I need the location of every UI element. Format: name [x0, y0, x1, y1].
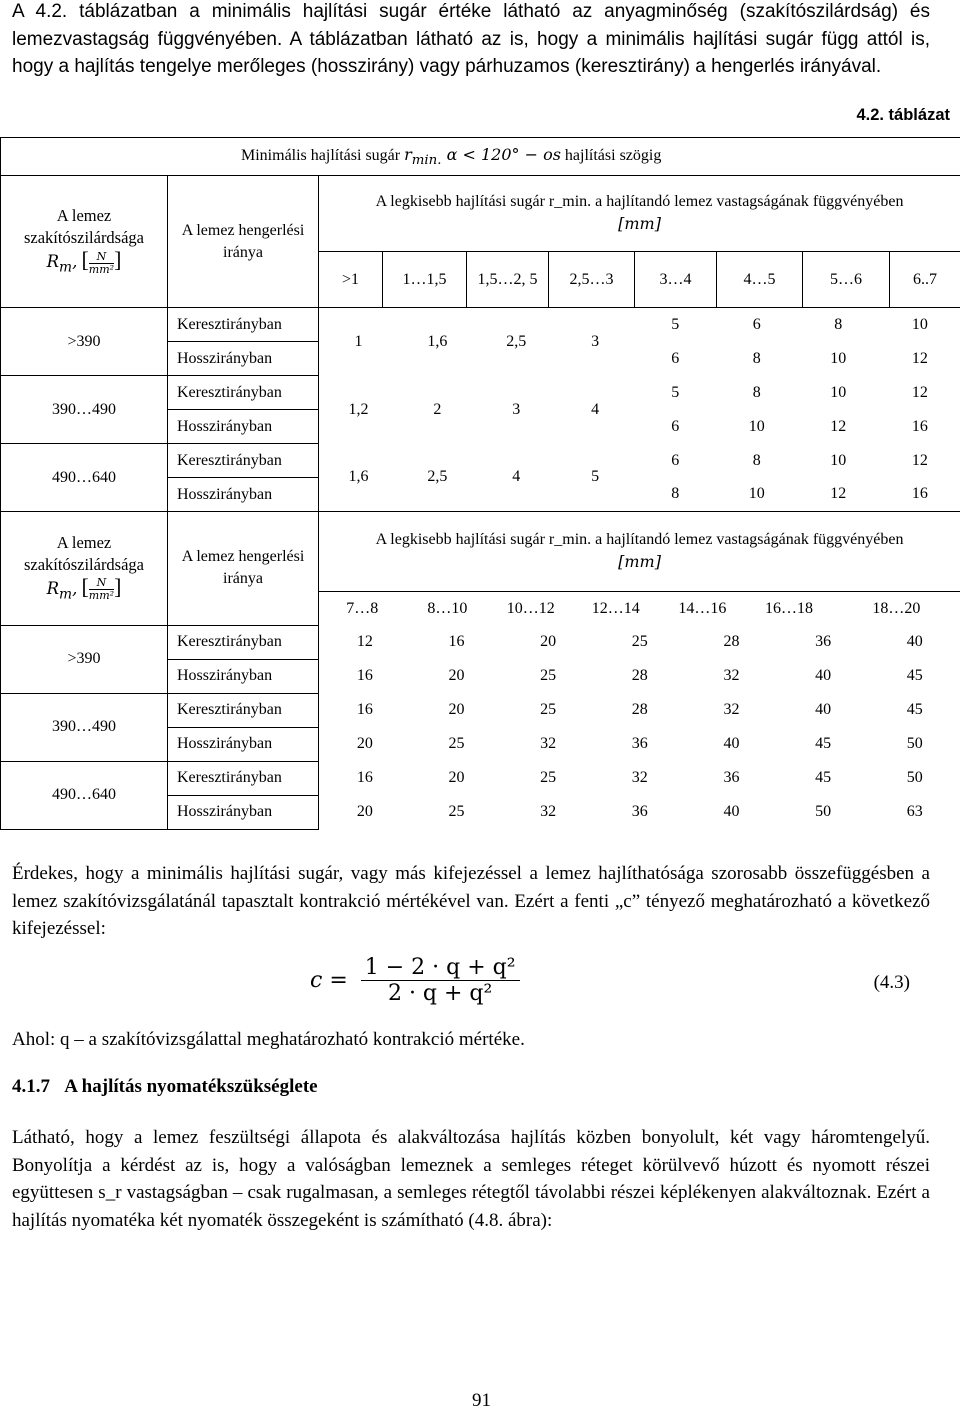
direction-cell: Keresztirányban [168, 761, 319, 795]
direction-cell: Hosszirányban [168, 410, 319, 444]
strength-header: A lemez szakítószilárdsága $R_m$, [ $\frac{N}{\text{mm²}}$ ] [1, 512, 168, 626]
table-row: 490…640 Keresztirányban 1,6 2,5 4 5 6 8 10 12 [1, 444, 960, 478]
strength-header: A lemez szakítószilárdsága $R_m$, [ $\frac{N}{\text{mm²}}$ ] [1, 176, 168, 308]
thickness-cell: 6..7 [890, 252, 960, 308]
bend-radius-table [0, 137, 960, 830]
table-row: >390 Keresztirányban 1 1,6 2,5 3 5 6 8 10 [1, 308, 960, 342]
strength-value: 390…490 [1, 693, 168, 761]
table-row: Hosszirányban 6 10 12 16 [1, 410, 960, 444]
equation-number: (4.3) [873, 972, 910, 993]
direction-cell: Hosszirányban [168, 342, 319, 376]
table-row: Hosszirányban 8 10 12 16 [1, 478, 960, 512]
thickness-cell: 5…6 [803, 252, 890, 308]
paragraph-contraction: Érdekes, hogy a minimális hajlítási sugár, vagy más kifejezéssel a lemez hajlíthatósága szorosabb összefüggésben a lemez szakítóvizsgálatánál tapasztalt kontrakció mértékével van. Ezért a fenti „c” tényező meghatározható a következő kifejezéssel: [12, 863, 930, 939]
direction-cell: Hosszirányban [168, 727, 319, 761]
table-row: Hosszirányban 6 8 10 12 [1, 342, 960, 376]
strength-value: >390 [1, 308, 168, 376]
thickness-cell: >1 [319, 252, 383, 308]
direction-cell: Keresztirányban [168, 693, 319, 727]
paragraph-moment: Látható, hogy a lemez feszültségi állapota és alakváltozása hajlítás közben bonyolult, két vagy háromtengelyű. Bonyolítja a kérdést az is, hogy a valóságban lemeznek a semleges réteget körülvevő húzott és nyomott részei együttesen s_r vastagságban – csak rugalmasan, a semleges rétegtől távolabbi részei képlékenyen alakváltoznak. Ezért a hajlítás nyomatéka két nyomaték összegeként is számítható (4.8. ábra): [12, 1127, 930, 1231]
direction-cell: Keresztirányban [168, 308, 319, 342]
section-heading: 4.1.7 A hajlítás nyomatékszükséglete [12, 1076, 318, 1097]
strength-value: >390 [1, 625, 168, 693]
where-text: Ahol: q – a szakítóvizsgálattal meghatározható kontrakció mértéke. [12, 1029, 525, 1050]
table-row: Hosszirányban 20 25 32 36 40 45 50 [1, 727, 960, 761]
direction-header: A lemez hengerlési iránya [168, 512, 319, 626]
direction-header: A lemez hengerlési iránya [168, 176, 319, 308]
table-caption: 4.2. táblázat [856, 106, 950, 124]
direction-cell: Hosszirányban [168, 659, 319, 693]
direction-cell: Hosszirányban [168, 795, 319, 829]
table-row: Hosszirányban 20 25 32 36 40 50 63 [1, 795, 960, 829]
strength-value: 390…490 [1, 376, 168, 444]
direction-cell: Keresztirányban [168, 376, 319, 410]
thickness-row-2: 7…8 8…10 10…12 12…14 14…16 16…18 18…20 [346, 599, 921, 617]
table-row: Hosszirányban 16 20 25 28 32 40 45 [1, 659, 960, 693]
thickness-header: A legkisebb hajlítási sugár r_min. a hajlítandó lemez vastagságának függvényében [mm] [319, 176, 960, 252]
table-row: 490…640 Keresztirányban 16 20 25 32 36 45 50 [1, 761, 960, 795]
table-row: 390…490 Keresztirányban 16 20 25 28 32 40 45 [1, 693, 960, 727]
thickness-header: A legkisebb hajlítási sugár r_min. a hajlítandó lemez vastagságának függvényében [mm] [319, 512, 960, 592]
direction-cell: Hosszirányban [168, 478, 319, 512]
table-row: 390…490 Keresztirányban 1,2 2 3 4 5 8 10 12 [1, 376, 960, 410]
table-top-title: Minimális hajlítási sugár $r_{min.}$ α < 120° − os hajlítási szögig [1, 138, 960, 176]
thickness-cell: 3…4 [635, 252, 717, 308]
table-row: >390 Keresztirányban 12 16 20 25 28 36 40 [1, 625, 960, 659]
direction-cell: Keresztirányban [168, 625, 319, 659]
intro-paragraph: A 4.2. táblázatban a minimális hajlítási sugár értéke látható az anyagminőség (szakítószilárdság) és lemezvastagság függvényében. A táblázatban látható az is, hogy a minimális hajlítási sugár függ attól is, hogy a hajlítás tengelye merőleges (hosszirány) vagy párhuzamos (keresztirány) a hengerlés irányával. [12, 1, 930, 77]
direction-cell: Keresztirányban [168, 444, 319, 478]
thickness-cell: 4…5 [717, 252, 803, 308]
strength-value: 490…640 [1, 444, 168, 512]
thickness-cell: 1…1,5 [383, 252, 467, 308]
thickness-cell: 1,5…2, 5 [467, 252, 549, 308]
strength-value: 490…640 [1, 761, 168, 829]
thickness-cell: 2,5…3 [549, 252, 635, 308]
page-number: 91 [472, 1390, 491, 1411]
equation-4-3: c = $\frac{\text{1 − 2 · q + q²}}{\text{2 · q + q²}}$ [310, 955, 520, 1006]
